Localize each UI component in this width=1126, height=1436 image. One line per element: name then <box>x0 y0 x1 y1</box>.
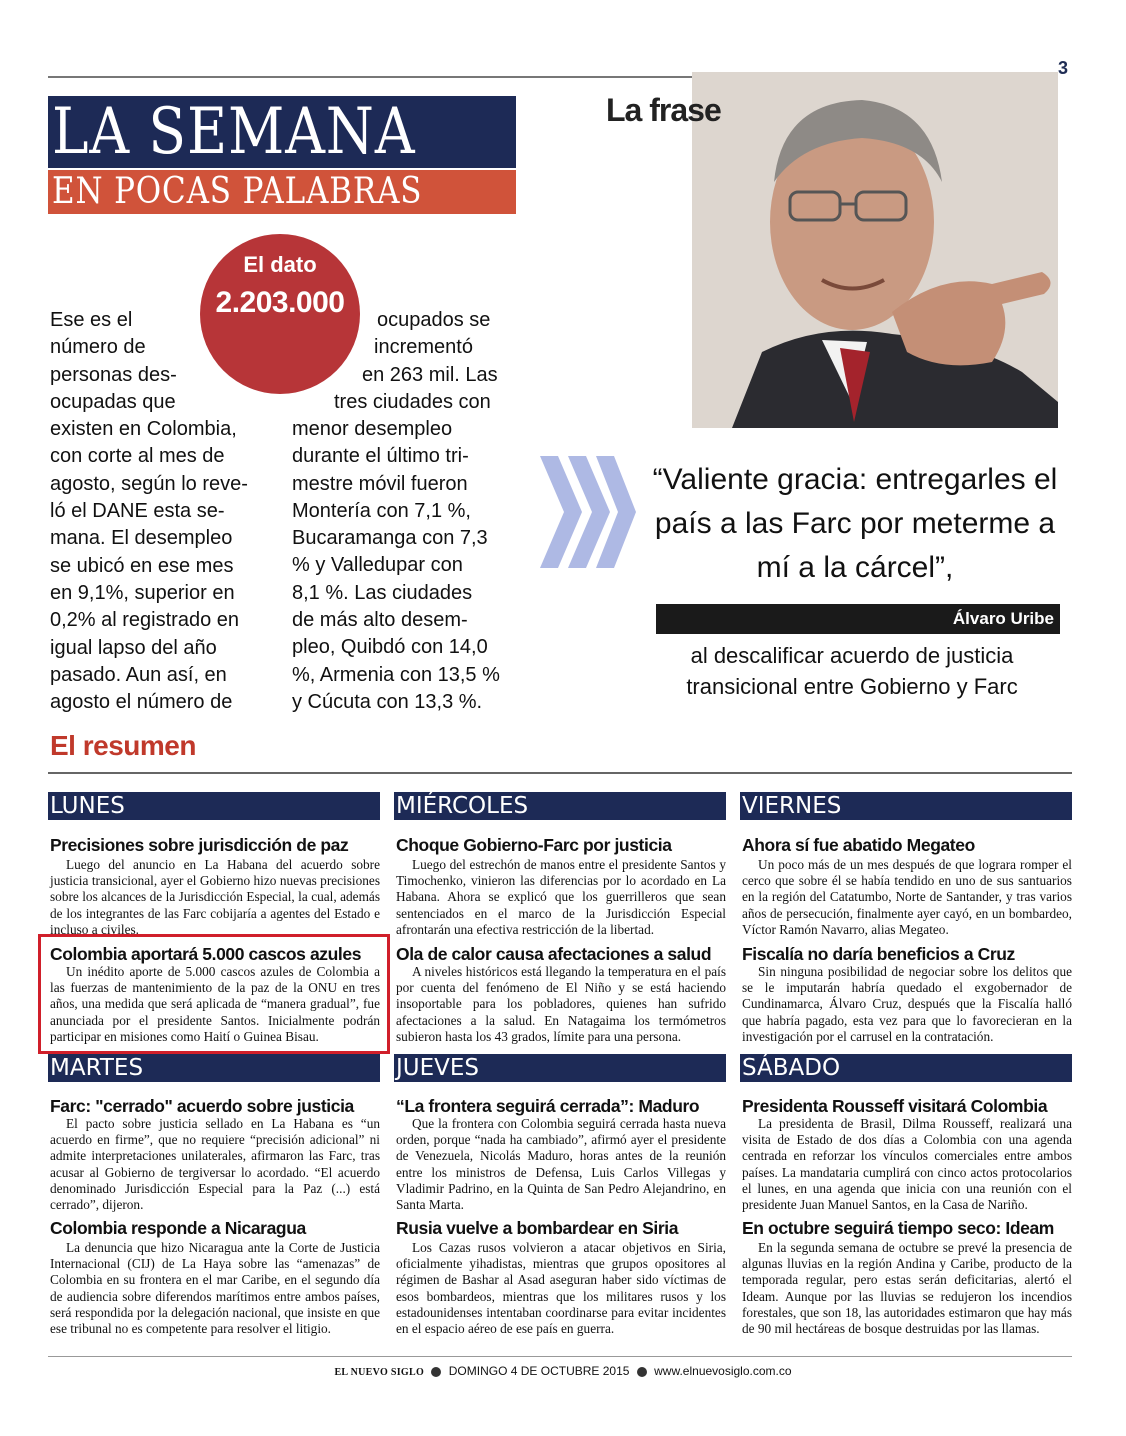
highlight-box <box>38 934 390 1054</box>
dato-line: 8,1 %. Las ciudades <box>292 581 473 604</box>
dato-text-right <box>292 416 500 716</box>
dato-line: ocupadas que <box>50 390 176 413</box>
dato-line: en 9,1%, superior en <box>50 581 235 604</box>
dato-line: mestre móvil fueron <box>292 472 468 495</box>
banner-title: LA SEMANA <box>52 95 416 169</box>
dato-line: número de <box>50 336 146 359</box>
dato-line: Bucaramanga con 7,3 <box>292 527 488 550</box>
article-title: Ola de calor causa afectaciones a salud <box>396 944 712 964</box>
footer-url: www.elnuevosiglo.com.co <box>654 1364 792 1378</box>
article-body: La denuncia que hizo Nicaragua ante la Corte de Justicia Internacional (CIJ) de La Haya sobre las “amenazas” de Colombia en su frontera en el mar Caribe, en el segundo día de audiencia sobre diferendos marítimos entre ambos países, será respondida por la delegación nacional, que insiste en que ese tribunal no es competente para resolver el litigio. <box>50 1240 380 1337</box>
article-title: Colombia aportará 5.000 cascos azules <box>50 944 362 964</box>
dato-line: durante el último tri- <box>292 445 469 468</box>
quote-author: Álvaro Uribe <box>952 609 1054 628</box>
article-body: La presidenta de Brasil, Dilma Rousseff, realizará una visita de Estado de dos días a Colombia con una agenda centrada en reforzar los vínculos comerciales entre ambos países. La mandataria cumplirá con cinco actos protocolarios el lunes, en una agenda que inicia con una reunión con el presidente Juan Manuel Santos, en la Casa de Nariño. <box>742 1116 1072 1213</box>
dato-line: tres ciudades con <box>334 391 491 413</box>
article-title: Presidenta Rousseff visitará Colombia <box>742 1096 1048 1116</box>
bullet-icon <box>637 1367 647 1377</box>
banner-title-block <box>48 96 516 168</box>
article-body: En la segunda semana de octubre se prevé la presencia de algunas lluvias en la región Andina y Caribe, producto de la temporada regular, pero estas serán deficitarias, alertó el Ideam. Aunque por las lluvias se redujeron los incendios forestales, que son 18, las autoridades estimaron que hay más de 90 mil hectáreas de bosque destruidas por las llamas. <box>742 1240 1072 1337</box>
dato-line: personas des- <box>50 363 177 386</box>
dato-line: % y Valledupar con <box>292 554 463 577</box>
dato-line: Ese es el <box>50 309 133 331</box>
dato-line: agosto, según lo reve- <box>50 472 248 495</box>
dato-line: en 263 mil. Las <box>362 364 498 386</box>
article-body: Luego del anuncio en La Habana del acuerdo sobre justicia transicional, ayer el Gobierno hizo nuevas precisiones sobre los alcances de la Jurisdicción Especial, la cual, además de los integrantes de las Farc cobijaría a agentes del Estado e incluso a civiles. <box>50 857 380 937</box>
page-footer <box>0 1364 1126 1378</box>
page-number: 3 <box>1058 58 1069 78</box>
footer-brand: EL NUEVO SIGLO <box>334 1367 425 1378</box>
article-title: Rusia vuelve a bombardear en Siria <box>396 1218 679 1238</box>
dato-line: ló el DANE esta se- <box>50 500 225 523</box>
article-body: Que la frontera con Colombia seguirá cerrada hasta nueva orden, porque “nada ha cambiado”, afirmó ayer el presidente de Venezuela, Nicolás Maduro, horas antes de la reunión entre los ministros de Defensa, Luis Carlos Villegas y Vladimir Padrino, en la Quinta de San Pedro Alejandrino, en Santa Marta. <box>396 1116 726 1213</box>
article-title: Fiscalía no daría beneficios a Cruz <box>742 944 1015 964</box>
day-header-miercoles: MIÉRCOLES <box>394 792 726 820</box>
day-header-lunes: LUNES <box>48 792 380 820</box>
dato-text-left <box>50 307 248 716</box>
banner-subtitle-block <box>48 170 516 214</box>
article-body: El pacto sobre justicia sellado en La Habana es “un acuerdo en firme”, que no requiere “precisión adicional” ni admite interpretaciones unilaterales, afirmaron las Farc, tras acusar al Gobierno de tergiversar lo acordado. “El acuerdo denominado Jurisdicción Especial para la Paz (...) está cerrado”, dijeron. <box>50 1116 380 1213</box>
bottom-rule <box>48 1356 1072 1357</box>
article-title: Ahora sí fue abatido Megateo <box>742 835 975 855</box>
banner-subtitle: EN POCAS PALABRAS <box>52 171 423 212</box>
article-body: Sin ninguna posibilidad de negociar sobre los delitos que se le imputarán habría quedado el exgobernador de Cundinamarca, Álvaro Cruz, después que la Fiscalía halló que habría pagado, esta vez para que lo favorecieran en la investigación por el carrusel en la contratación. <box>742 964 1072 1044</box>
dato-line: ocupados se <box>377 309 491 331</box>
day-header-martes: MARTES <box>48 1054 380 1082</box>
day-header-viernes: VIERNES <box>740 792 1072 820</box>
dato-value: 2.203.000 <box>215 286 345 319</box>
chevron-quote-icon <box>540 456 636 568</box>
article-title: En octubre seguirá tiempo seco: Ideam <box>742 1218 1054 1238</box>
dato-line: Montería con 7,1 %, <box>292 499 471 522</box>
footer-date: DOMINGO 4 DE OCTUBRE 2015 <box>448 1364 630 1378</box>
dato-line: pleo, Quibdó con 14,0 <box>292 636 488 659</box>
resumen-rule <box>48 772 1072 774</box>
quote-text: “Valiente gracia: entregarles el país a las Farc por meterme a mí a la cárcel”, <box>652 463 1058 584</box>
dato-line: agosto el número de <box>50 691 233 714</box>
article-body: Un poco más de un mes después de que lograra romper el cerco que sobre él se había tendido en uno de sus santuarios en la región del Catatumbo, Norte de Santander, y tras varios años de persecución, finalmente ayer cayó, en un bombardeo, Víctor Ramón Navarro, alias Megateo. <box>742 857 1072 937</box>
dato-line: se ubicó en ese mes <box>50 554 234 577</box>
resumen-title: El resumen <box>50 730 196 761</box>
dato-line: de más alto desem- <box>292 609 468 632</box>
dato-line: con corte al mes de <box>50 445 225 468</box>
dato-line: igual lapso del año <box>50 636 217 659</box>
dato-label: El dato <box>243 252 317 277</box>
bullet-icon <box>431 1367 441 1377</box>
author-bar <box>656 604 1060 634</box>
dato-line: y Cúcuta con 13,3 %. <box>292 690 483 713</box>
dato-line: incrementó <box>374 336 473 358</box>
dato-line: %, Armenia con 13,5 % <box>292 663 500 686</box>
frase-title: La frase <box>606 92 721 128</box>
article-title: Choque Gobierno-Farc por justicia <box>396 835 672 855</box>
day-header-sabado: SÁBADO <box>740 1054 1072 1082</box>
article-body: Los Cazas rusos volvieron a atacar objetivos en Siria, oficialmente yihadistas, mientras que grupos opositores al régimen de Bashar al Asad aseguran haber sido víctimas de esos bombardeos, mientras que los militares rusos y los estadounidenses intentaban coordinarse para evitar incidentes en el espacio aéreo de ese país en guerra. <box>396 1240 726 1337</box>
article-body: Luego del estrechón de manos entre el presidente Santos y Timochenko, vinieron las diferencias por lo acordado en La Habana. Ahora se explicó que los guerrilleros que sean sentenciados en el marco de la Jurisdicción Especial afrontarán una efectiva restricción de la libertad. <box>396 857 726 937</box>
speaker-photo-illustration <box>692 72 1058 428</box>
article-body: A niveles históricos está llegando la temperatura en el país por cuenta del fenómeno de El Niño y se está haciendo insoportable para los pobladores, quienes han sufrido afectaciones a la salud. En Natagaima los termómetros subieron hasta los 43 grados, límite para una persona. <box>396 964 726 1044</box>
dato-line: pasado. Aun así, en <box>50 663 227 686</box>
dato-line: mana. El desempleo <box>50 527 233 550</box>
dato-line: 0,2% al registrado en <box>50 609 240 632</box>
day-header-jueves: JUEVES <box>394 1054 726 1082</box>
article-title: Farc: "cerrado" acuerdo sobre justicia <box>50 1096 354 1116</box>
article-title: Precisiones sobre jurisdicción de paz <box>50 835 349 855</box>
speaker-photo <box>692 72 1058 428</box>
article-title: “La frontera seguirá cerrada”: Maduro <box>396 1096 700 1116</box>
dato-line: existen en Colombia, <box>50 418 237 441</box>
article-title: Colombia responde a Nicaragua <box>50 1218 306 1238</box>
dato-line: menor desempleo <box>292 418 453 440</box>
article-body: Un inédito aporte de 5.000 cascos azules de Colombia a las fuerzas de mantenimiento de la paz de la ONU en tres años, una medida que será aplicada de “manera gradual”, fue anunciada por el presidente Santos. Inicialmente podrán participar en misiones como Haití o Guinea Bisau. <box>50 964 380 1044</box>
quote-context: al descalificar acuerdo de justicia transicional entre Gobierno y Farc <box>686 643 1018 699</box>
